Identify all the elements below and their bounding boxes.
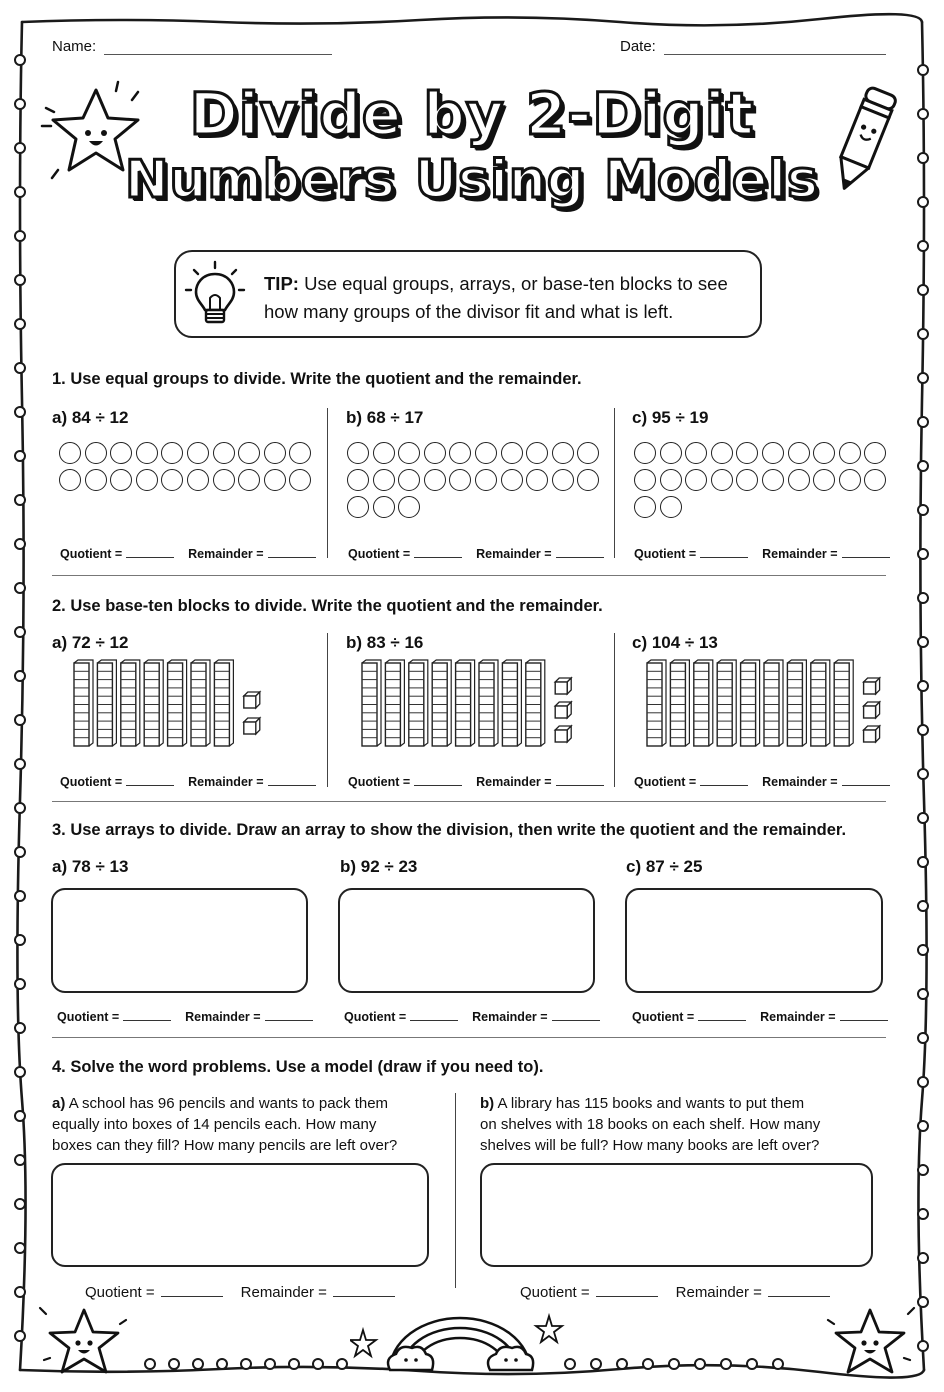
column-divider: [327, 633, 328, 787]
quotient-label: Quotient =: [85, 1284, 155, 1301]
ten-rod-block: [432, 660, 451, 746]
counter-circle: [660, 469, 682, 491]
border-bead: [918, 725, 928, 735]
counter-circle: [213, 442, 235, 464]
counter-circle: [813, 442, 835, 464]
border-bead: [15, 231, 25, 241]
s4-problem-b-line2: on shelves with 18 books on each shelf. How many: [480, 1116, 821, 1133]
border-bead: [15, 715, 25, 725]
counter-circle: [711, 469, 733, 491]
border-bead: [15, 275, 25, 285]
date-label: Date:: [620, 38, 656, 55]
border-bead: [918, 285, 928, 295]
border-bead: [15, 1331, 25, 1341]
counter-circle: [475, 442, 497, 464]
s4-answer-a[interactable]: [85, 1284, 395, 1301]
border-bead: [15, 451, 25, 461]
quotient-blank[interactable]: [126, 776, 174, 786]
border-bead: [15, 1067, 25, 1077]
counter-circle: [449, 469, 471, 491]
s4-problem-a-text: [52, 1093, 442, 1156]
quotient-label: Quotient =: [520, 1284, 590, 1301]
ten-rod-block: [811, 660, 830, 746]
border-bead: [918, 945, 928, 955]
quotient-blank[interactable]: [414, 776, 462, 786]
remainder-blank[interactable]: [552, 1011, 600, 1021]
border-bead: [15, 1023, 25, 1033]
remainder-label: Remainder =: [240, 1284, 327, 1301]
counter-circle: [475, 469, 497, 491]
counter-circle: [449, 442, 471, 464]
quotient-blank[interactable]: [700, 776, 748, 786]
s4-problem-b-text: [480, 1093, 880, 1156]
unit-cube-block: [244, 692, 260, 708]
quotient-label: Quotient =: [348, 547, 411, 561]
ten-rod-block: [526, 660, 545, 746]
border-bead: [15, 759, 25, 769]
s1-answer-c[interactable]: [634, 547, 890, 561]
s4-model-drawing-box-b[interactable]: [480, 1163, 873, 1267]
ten-rod-block: [168, 660, 187, 746]
quotient-blank[interactable]: [700, 548, 748, 558]
counter-circle: [110, 469, 132, 491]
ten-rod-block: [694, 660, 713, 746]
remainder-blank[interactable]: [268, 776, 316, 786]
ten-rod-block: [670, 660, 689, 746]
counter-circle: [660, 496, 682, 518]
ten-rod-block: [214, 660, 233, 746]
remainder-label: Remainder =: [188, 775, 264, 789]
quotient-blank[interactable]: [123, 1011, 171, 1021]
counter-circle: [736, 469, 758, 491]
s4-model-drawing-box-a[interactable]: [51, 1163, 429, 1267]
ten-rod-block: [409, 660, 428, 746]
remainder-blank[interactable]: [842, 776, 890, 786]
quotient-label: Quotient =: [60, 775, 123, 789]
quotient-blank[interactable]: [410, 1011, 458, 1021]
remainder-blank[interactable]: [768, 1285, 830, 1297]
ten-rod-block: [717, 660, 736, 746]
counter-circle: [85, 469, 107, 491]
ten-rod-block: [741, 660, 760, 746]
counter-circle: [762, 442, 784, 464]
remainder-label: Remainder =: [185, 1010, 261, 1024]
tip-text: [264, 270, 754, 326]
bottom-right-star-icon: [822, 1300, 918, 1380]
remainder-label: Remainder =: [188, 547, 264, 561]
remainder-label: Remainder =: [762, 547, 838, 561]
quotient-label: Quotient =: [60, 547, 123, 561]
ten-rod-block: [647, 660, 666, 746]
counter-circle: [839, 442, 861, 464]
counter-circle: [711, 442, 733, 464]
s4-problem-a-line2: equally into boxes of 14 pencils each. How many: [52, 1116, 377, 1133]
border-bead: [918, 1121, 928, 1131]
counter-circle: [424, 442, 446, 464]
s1-problem-c-label: c) 95 ÷ 19: [632, 408, 709, 427]
s1-problem-a-label: a) 84 ÷ 12: [52, 408, 129, 427]
remainder-label: Remainder =: [675, 1284, 762, 1301]
border-bead: [695, 1359, 705, 1369]
counter-circle: [634, 496, 656, 518]
border-bead: [15, 1287, 25, 1297]
column-divider: [614, 633, 615, 787]
border-bead: [918, 1165, 928, 1175]
border-bead: [918, 857, 928, 867]
ten-rod-block: [764, 660, 783, 746]
border-bead: [918, 461, 928, 471]
section1-title: 1. Use equal groups to divide. Write the quotient and the remainder.: [52, 370, 582, 388]
border-bead: [918, 1341, 928, 1351]
counter-circle: [347, 496, 369, 518]
counter-circle: [552, 442, 574, 464]
counter-circle: [264, 469, 286, 491]
ten-rod-block: [97, 660, 116, 746]
border-bead: [169, 1359, 179, 1369]
date-field[interactable]: [620, 38, 886, 55]
border-bead: [15, 583, 25, 593]
counter-circle: [59, 469, 81, 491]
counter-circle: [634, 469, 656, 491]
ten-rod-block: [385, 660, 404, 746]
s4-answer-b[interactable]: [520, 1284, 830, 1301]
s2-problem-c-label: c) 104 ÷ 13: [632, 633, 718, 652]
counter-circle: [736, 442, 758, 464]
counter-circle: [685, 442, 707, 464]
counter-circle: [136, 469, 158, 491]
border-bead: [918, 681, 928, 691]
counter-circle: [347, 469, 369, 491]
quotient-blank[interactable]: [126, 548, 174, 558]
border-bead: [337, 1359, 347, 1369]
s2-answer-b[interactable]: [348, 775, 604, 789]
ten-rod-block: [144, 660, 163, 746]
s4-problem-a-line3: boxes can they fill? How many pencils are left over?: [52, 1137, 398, 1154]
quotient-blank[interactable]: [161, 1285, 223, 1297]
name-label: Name:: [52, 38, 97, 55]
remainder-blank[interactable]: [333, 1285, 395, 1297]
counter-circle: [577, 442, 599, 464]
counter-circle: [373, 442, 395, 464]
remainder-blank[interactable]: [556, 548, 604, 558]
tip-label: TIP:: [264, 273, 299, 294]
section-divider: [52, 1037, 886, 1038]
border-bead: [918, 417, 928, 427]
column-divider: [327, 408, 328, 558]
s2-answer-c[interactable]: [634, 775, 890, 789]
counter-circle: [788, 442, 810, 464]
border-bead: [15, 319, 25, 329]
border-bead: [669, 1359, 679, 1369]
border-bead: [241, 1359, 251, 1369]
unit-cube-block: [864, 726, 880, 742]
border-bead: [918, 329, 928, 339]
ten-rod-block: [191, 660, 210, 746]
border-bead: [15, 627, 25, 637]
remainder-label: Remainder =: [476, 547, 552, 561]
counter-circle: [552, 469, 574, 491]
border-bead: [15, 891, 25, 901]
border-bead: [193, 1359, 203, 1369]
ten-rod-block: [787, 660, 806, 746]
ten-rod-block: [121, 660, 140, 746]
counter-circle: [577, 469, 599, 491]
border-bead: [217, 1359, 227, 1369]
counter-circle: [660, 442, 682, 464]
counter-circle: [634, 442, 656, 464]
section2-title: 2. Use base-ten blocks to divide. Write the quotient and the remainder.: [52, 597, 603, 615]
s4-problem-a-line1: A school has 96 pencils and wants to pack them: [68, 1095, 389, 1112]
border-bead: [918, 549, 928, 559]
counter-circle: [289, 469, 311, 491]
border-bead: [15, 363, 25, 373]
pencil-character-icon: [818, 82, 908, 200]
border-bead: [15, 1199, 25, 1209]
s3-array-drawing-box-b[interactable]: [338, 888, 595, 993]
border-bead: [15, 55, 25, 65]
counter-circle: [839, 469, 861, 491]
counter-circle: [59, 442, 81, 464]
name-field[interactable]: [52, 38, 332, 55]
border-bead: [918, 241, 928, 251]
counter-circle: [398, 496, 420, 518]
counter-circle: [526, 469, 548, 491]
border-bead: [918, 989, 928, 999]
tip-line1: Use equal groups, arrays, or base-ten blocks to see: [304, 273, 728, 294]
counter-circle: [424, 469, 446, 491]
page-title-line2: Numbers Using Models: [125, 150, 819, 210]
quotient-blank[interactable]: [414, 548, 462, 558]
border-bead: [15, 671, 25, 681]
section4-title: 4. Solve the word problems. Use a model (draw if you need to).: [52, 1058, 544, 1076]
bottom-left-star-icon: [36, 1300, 132, 1380]
counter-circle: [373, 496, 395, 518]
counter-circle: [501, 469, 523, 491]
border-bead: [918, 1033, 928, 1043]
border-bead: [643, 1359, 653, 1369]
s3-problem-b-label: b) 92 ÷ 23: [340, 857, 418, 876]
border-bead: [289, 1359, 299, 1369]
border-bead: [15, 1243, 25, 1253]
page-title-line1: Divide by 2-Digit: [189, 80, 755, 148]
quotient-label: Quotient =: [632, 1010, 695, 1024]
ten-rod-block: [74, 660, 93, 746]
border-bead: [313, 1359, 323, 1369]
remainder-blank[interactable]: [840, 1011, 888, 1021]
counter-circle: [762, 469, 784, 491]
s3-answer-a[interactable]: [57, 1010, 313, 1024]
counter-circle: [238, 469, 260, 491]
border-bead: [747, 1359, 757, 1369]
border-bead: [15, 539, 25, 549]
star-character-icon: [38, 78, 148, 188]
border-bead: [145, 1359, 155, 1369]
unit-cube-block: [864, 702, 880, 718]
remainder-blank[interactable]: [268, 548, 316, 558]
counter-circle: [347, 442, 369, 464]
s1-circles-a: [59, 442, 313, 491]
border-bead: [15, 803, 25, 813]
border-bead: [15, 495, 25, 505]
border-bead: [918, 1297, 928, 1307]
s4-problem-b-letter: b): [480, 1095, 495, 1112]
unit-cube-block: [555, 702, 571, 718]
counter-circle: [685, 469, 707, 491]
counter-circle: [864, 442, 886, 464]
unit-cube-block: [555, 678, 571, 694]
counter-circle: [187, 469, 209, 491]
border-bead: [918, 373, 928, 383]
s1-circles-b: [347, 442, 601, 518]
remainder-label: Remainder =: [472, 1010, 548, 1024]
counter-circle: [161, 442, 183, 464]
quotient-blank[interactable]: [698, 1011, 746, 1021]
remainder-label: Remainder =: [760, 1010, 836, 1024]
s4-problem-a-letter: a): [52, 1095, 66, 1112]
unit-cube-block: [864, 678, 880, 694]
border-bead: [918, 901, 928, 911]
remainder-label: Remainder =: [476, 775, 552, 789]
s3-array-drawing-box-c[interactable]: [625, 888, 883, 993]
lightbulb-icon: [182, 260, 248, 330]
s1-problem-b-label: b) 68 ÷ 17: [346, 408, 424, 427]
quotient-label: Quotient =: [57, 1010, 120, 1024]
counter-circle: [864, 469, 886, 491]
s1-circles-c: [634, 442, 888, 518]
column-divider: [455, 1093, 456, 1288]
border-bead: [918, 593, 928, 603]
remainder-blank[interactable]: [265, 1011, 313, 1021]
unit-cube-block: [244, 718, 260, 734]
border-bead: [918, 1209, 928, 1219]
tip-line2: how many groups of the divisor fit and what is left.: [264, 301, 674, 322]
border-bead: [265, 1359, 275, 1369]
border-bead: [15, 407, 25, 417]
border-bead: [15, 847, 25, 857]
counter-circle: [136, 442, 158, 464]
s3-array-drawing-box-a[interactable]: [51, 888, 308, 993]
border-bead: [918, 813, 928, 823]
s3-problem-c-label: c) 87 ÷ 25: [626, 857, 703, 876]
border-bead: [918, 1253, 928, 1263]
unit-cube-block: [555, 726, 571, 742]
counter-circle: [213, 469, 235, 491]
border-bead: [918, 505, 928, 515]
counter-circle: [398, 442, 420, 464]
tip-box: [174, 250, 762, 338]
rainbow-with-clouds-icon: [350, 1308, 570, 1376]
counter-circle: [289, 442, 311, 464]
ten-rod-block: [456, 660, 475, 746]
border-bead: [15, 1111, 25, 1121]
name-blank[interactable]: [104, 54, 332, 55]
counter-circle: [264, 442, 286, 464]
border-bead: [918, 769, 928, 779]
s4-problem-b-line3: shelves will be full? How many books are left over?: [480, 1137, 820, 1154]
counter-circle: [526, 442, 548, 464]
remainder-blank[interactable]: [556, 776, 604, 786]
counter-circle: [187, 442, 209, 464]
quotient-label: Quotient =: [344, 1010, 407, 1024]
ten-rod-block: [479, 660, 498, 746]
date-blank[interactable]: [664, 54, 886, 55]
remainder-label: Remainder =: [762, 775, 838, 789]
quotient-label: Quotient =: [634, 547, 697, 561]
counter-circle: [373, 469, 395, 491]
counter-circle: [238, 442, 260, 464]
counter-circle: [398, 469, 420, 491]
s1-answer-b[interactable]: [348, 547, 604, 561]
counter-circle: [788, 469, 810, 491]
border-bead: [591, 1359, 601, 1369]
ten-rod-block: [502, 660, 521, 746]
border-bead: [918, 65, 928, 75]
counter-circle: [161, 469, 183, 491]
counter-circle: [110, 442, 132, 464]
s2-answer-a[interactable]: [60, 775, 316, 789]
quotient-blank[interactable]: [596, 1285, 658, 1297]
s2-problem-a-label: a) 72 ÷ 12: [52, 633, 129, 652]
s2-base-ten-blocks-a: [74, 660, 274, 752]
s1-answer-a[interactable]: [60, 547, 316, 561]
border-bead: [721, 1359, 731, 1369]
border-bead: [617, 1359, 627, 1369]
border-bead: [15, 1155, 25, 1165]
section-divider: [52, 575, 886, 576]
column-divider: [614, 408, 615, 558]
border-bead: [918, 637, 928, 647]
ten-rod-block: [362, 660, 381, 746]
counter-circle: [85, 442, 107, 464]
border-bead: [15, 979, 25, 989]
s2-problem-b-label: b) 83 ÷ 16: [346, 633, 424, 652]
quotient-label: Quotient =: [634, 775, 697, 789]
remainder-blank[interactable]: [842, 548, 890, 558]
ten-rod-block: [834, 660, 853, 746]
s3-problem-a-label: a) 78 ÷ 13: [52, 857, 129, 876]
border-bead: [15, 935, 25, 945]
s2-base-ten-blocks-c: [647, 660, 887, 752]
s2-base-ten-blocks-b: [362, 660, 582, 752]
s4-problem-b-line1: A library has 115 books and wants to put them: [497, 1095, 805, 1112]
quotient-label: Quotient =: [348, 775, 411, 789]
counter-circle: [501, 442, 523, 464]
section3-title: 3. Use arrays to divide. Draw an array to show the division, then write the quotient and the remainder.: [52, 821, 847, 839]
counter-circle: [813, 469, 835, 491]
s3-answer-c[interactable]: [632, 1010, 888, 1024]
section-divider: [52, 801, 886, 802]
border-bead: [773, 1359, 783, 1369]
border-bead: [918, 1077, 928, 1087]
s3-answer-b[interactable]: [344, 1010, 600, 1024]
